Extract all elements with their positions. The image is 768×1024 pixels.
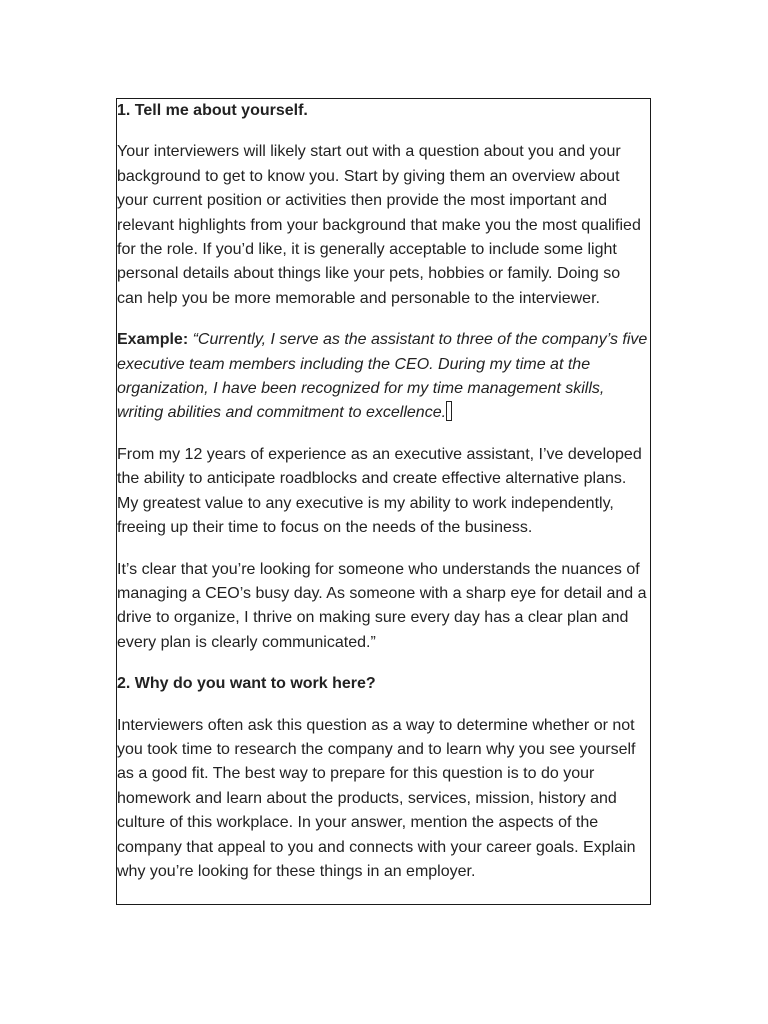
example-paragraph-1 [117, 328, 650, 426]
example-label: Example: [117, 331, 189, 349]
text-frame[interactable] [116, 98, 651, 905]
question-2-heading: 2. Why do you want to work here? [117, 675, 376, 693]
example-paragraph-2: From my 12 years of experience as an executive assistant, I’ve developed the ability to anticipate roadblocks and create effective alternative plans. My greatest value to any executive is my ability to work independently, freeing up their time to focus on the needs of the business. [117, 445, 642, 537]
question-1-body: Your interviewers will likely start out with a question about you and your background to get to know you. Start by giving them an overview about your current position or activities then provide the most important and relevant highlights from your background that make you the most qualified for the role. If you’d like, it is generally acceptable to include some light personal details about things like your pets, hobbies or family. Doing so can help you be more memorable and personable to the interviewer. [117, 143, 641, 307]
example-paragraph-3: It’s clear that you’re looking for someone who understands the nuances of managing a CEO’s busy day. As someone with a sharp eye for detail and a drive to organize, I thrive on making sure every day has a clear plan and every plan is clearly communicated.” [117, 560, 647, 651]
question-2-body: Interviewers often ask this question as a way to determine whether or not you took time to research the company and to learn why you see yourself as a good fit. The best way to prepare for this question is to do your homework and learn about the products, services, mission, history and culture of this workplace. In your answer, mention the aspects of the company that appeal to you and connects with your career goals. Explain why you’re looking for these things in an employer. [117, 716, 636, 880]
question-1-heading: 1. Tell me about yourself. [117, 102, 308, 119]
text-cursor [446, 401, 452, 421]
example-text: “Currently, I serve as the assistant to three of the company’s five executive team members including the CEO. During my time at the organization, I have been recognized for my time management skills, writing abilities and commitment to excellence. [117, 331, 648, 422]
